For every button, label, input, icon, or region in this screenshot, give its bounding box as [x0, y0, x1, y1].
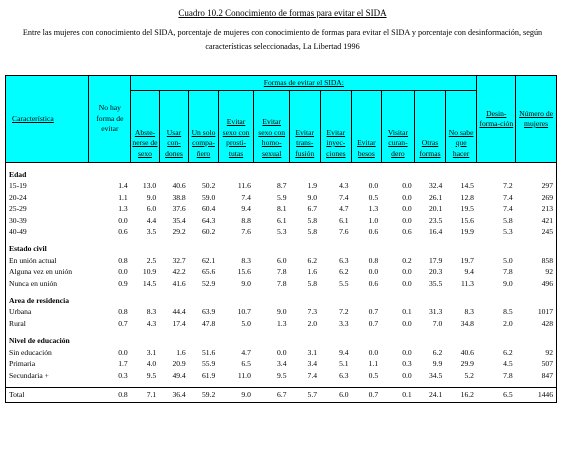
header-no-form: No hay forma de evitar [89, 76, 131, 163]
table-cell: 7.6 [241, 227, 251, 237]
table-cell: 55.9 [201, 359, 216, 369]
table-cell: 16.2 [445, 387, 477, 402]
data-table [5, 75, 557, 403]
table-cell: 0.0 [368, 181, 379, 191]
table-cell: 0.0 [368, 347, 379, 357]
table-row [6, 278, 557, 289]
table-cell: 1.7 [118, 359, 128, 369]
table-cell: 9.0 [277, 307, 287, 317]
table-cell: 0.7 [352, 387, 382, 402]
table-cell: 7.4 [503, 192, 513, 202]
row-label: Sin educación [6, 347, 89, 358]
header-form-col: Visitar curan-dero [381, 91, 415, 163]
section-row [6, 243, 557, 254]
section-row [6, 169, 557, 180]
table-cell: 4.0 [146, 359, 157, 369]
table-cell: 496 [516, 278, 557, 289]
table-cell: 4.3 [339, 181, 349, 191]
table-row [6, 192, 557, 203]
row-label: Primaria [6, 358, 89, 369]
table-cell: 3.5 [146, 227, 157, 237]
table-cell: 507 [516, 358, 557, 369]
table-cell: 13.0 [142, 181, 157, 191]
table-cell: 6.3 [339, 255, 349, 265]
table-cell: 0.5 [368, 370, 379, 380]
table-cell: 8.1 [277, 204, 287, 214]
table-cell: 0.0 [368, 267, 379, 277]
row-label: 40-49 [6, 226, 89, 237]
table-cell: 7.4 [241, 192, 251, 202]
table-cell: 0.8 [118, 255, 128, 265]
table-cell: 50.2 [201, 181, 216, 191]
table-cell: 0.8 [118, 307, 128, 317]
table-cell: 4.7 [339, 204, 349, 214]
table-cell: 64.3 [201, 215, 216, 225]
table-row [6, 347, 557, 358]
header-form-col: No sabe que hacer [445, 91, 477, 163]
table-container [5, 75, 557, 403]
table-cell: 1.0 [368, 215, 379, 225]
table-cell: 7.8 [277, 278, 287, 288]
table-cell: 5.2 [464, 370, 474, 380]
table-cell: 0.9 [118, 278, 128, 288]
table-cell: 7.8 [503, 370, 513, 380]
table-cell: 1.1 [368, 359, 379, 369]
table-row [6, 306, 557, 317]
table-header [6, 76, 557, 163]
table-cell: 20.3 [428, 267, 443, 277]
table-cell: 9.4 [339, 347, 349, 357]
table-cell: 5.5 [339, 278, 349, 288]
table-cell: 6.1 [277, 215, 287, 225]
table-cell: 23.5 [428, 215, 443, 225]
table-cell: 0.0 [277, 347, 287, 357]
section-title: Area de residencia [6, 295, 89, 306]
section-row [6, 295, 557, 306]
table-cell: 9.5 [146, 370, 157, 380]
table-cell: 7.4 [339, 192, 349, 202]
table-cell: 1.4 [118, 181, 128, 191]
table-cell: 1.3 [368, 204, 379, 214]
table-cell: 40.6 [460, 347, 474, 357]
table-cell: 428 [516, 318, 557, 329]
table-cell: 6.1 [339, 215, 349, 225]
table-cell: 0.0 [402, 204, 412, 214]
table-cell: 19.5 [460, 204, 474, 214]
table-cell: 6.5 [241, 359, 251, 369]
table-cell: 10.7 [237, 307, 251, 317]
row-label: Alguna vez en unión [6, 266, 89, 277]
table-cell: 17.9 [428, 255, 443, 265]
table-cell: 10.9 [142, 267, 157, 277]
table-cell: 34.5 [428, 370, 443, 380]
table-cell: 213 [516, 203, 557, 214]
table-cell: 7.0 [432, 318, 443, 328]
table-cell: 65.6 [201, 267, 216, 277]
table-cell: 0.1 [381, 387, 415, 402]
table-cell: 0.0 [402, 347, 412, 357]
table-cell: 15.6 [460, 215, 474, 225]
table-cell: 1.6 [307, 267, 318, 277]
table-cell: 8.3 [146, 307, 157, 317]
table-row [6, 358, 557, 369]
table-cell: 6.7 [254, 387, 290, 402]
table-cell: 0.3 [402, 359, 412, 369]
table-cell: 0.0 [402, 318, 412, 328]
table-cell: 0.0 [402, 278, 412, 288]
table-cell: 3.4 [277, 359, 287, 369]
table-cell: 0.6 [118, 227, 128, 237]
table-cell: 37.6 [172, 204, 186, 214]
table-row [6, 266, 557, 277]
table-cell: 858 [516, 255, 557, 266]
table-cell: 47.8 [201, 318, 216, 328]
table-cell: 9.0 [241, 278, 251, 288]
table-cell: 3.4 [307, 359, 318, 369]
table-cell: 11.6 [237, 181, 251, 191]
header-forms-group: Formas de evitar el SIDA: [131, 76, 477, 91]
table-cell: 6.0 [320, 387, 352, 402]
table-cell: 847 [516, 370, 557, 381]
table-cell: 6.7 [307, 204, 318, 214]
table-cell: 9.0 [503, 278, 513, 288]
table-cell: 9.0 [218, 387, 254, 402]
table-cell: 0.6 [368, 227, 379, 237]
table-cell: 9.0 [146, 192, 157, 202]
table-cell: 9.4 [241, 204, 251, 214]
table-cell: 1.1 [118, 192, 128, 202]
table-cell: 0.0 [118, 267, 128, 277]
table-cell: 92 [516, 347, 557, 358]
table-cell: 1017 [516, 306, 557, 317]
header-form-col: Evitar sexo con prosti-tutas [218, 91, 254, 163]
table-cell: 6.2 [503, 347, 513, 357]
table-cell: 34.8 [460, 318, 474, 328]
table-cell: 3.1 [146, 347, 157, 357]
table-cell: 0.3 [118, 370, 128, 380]
table-cell: 3.1 [307, 347, 318, 357]
table-cell: 9.5 [277, 370, 287, 380]
table-cell: 1446 [516, 387, 557, 402]
table-cell: 8.5 [503, 307, 513, 317]
table-cell: 0.7 [368, 318, 379, 328]
table-cell: 6.2 [339, 267, 349, 277]
table-cell: 52.9 [201, 278, 216, 288]
table-cell: 2.0 [307, 318, 318, 328]
table-cell: 59.0 [201, 192, 216, 202]
table-cell: 60.4 [201, 204, 216, 214]
header-desinformacion: Desin-forma-ción [477, 76, 516, 163]
table-cell: 6.5 [477, 387, 516, 402]
table-row [6, 255, 557, 266]
header-form-col: Evitar besos [352, 91, 382, 163]
row-label: Nunca en unión [6, 278, 89, 289]
table-cell: 51.6 [201, 347, 216, 357]
header-characteristic: Característica [6, 76, 89, 163]
table-row [6, 203, 557, 214]
table-cell: 0.0 [402, 181, 412, 191]
table-cell: 92 [516, 266, 557, 277]
table-cell: 0.0 [118, 215, 128, 225]
table-cell: 421 [516, 215, 557, 226]
table-cell: 1.6 [176, 347, 186, 357]
table-cell: 297 [516, 180, 557, 191]
header-form-col: Evitar sexo con homo-sexual [254, 91, 290, 163]
section-row [6, 335, 557, 346]
header-numero-mujeres: Número de mujeres [516, 76, 557, 163]
table-row [6, 370, 557, 381]
table-row [6, 215, 557, 226]
table-cell: 5.7 [290, 387, 321, 402]
table-cell: 14.5 [142, 278, 157, 288]
table-cell: 1.3 [118, 204, 128, 214]
table-cell: 38.8 [172, 192, 186, 202]
section-title: Nivel de educación [6, 335, 89, 346]
table-cell: 14.5 [460, 181, 474, 191]
table-cell: 61.9 [201, 370, 216, 380]
table-cell: 5.8 [503, 215, 513, 225]
table-cell: 0.8 [368, 255, 379, 265]
table-cell: 5.1 [339, 359, 349, 369]
table-cell: 24.1 [415, 387, 446, 402]
table-cell: 6.2 [432, 347, 443, 357]
row-label: 25-29 [6, 203, 89, 214]
table-cell: 49.4 [172, 370, 186, 380]
section-title: Estado civil [6, 243, 89, 254]
table-cell: 0.6 [402, 227, 412, 237]
table-cell: 7.8 [503, 267, 513, 277]
table-row [6, 318, 557, 329]
table-cell: 5.3 [503, 227, 513, 237]
table-cell: 5.8 [307, 278, 318, 288]
table-cell: 7.4 [503, 204, 513, 214]
table-cell: 7.6 [339, 227, 349, 237]
table-cell: 9.9 [432, 359, 443, 369]
row-label: Urbana [6, 306, 89, 317]
table-cell: 29.9 [460, 359, 474, 369]
table-row [6, 226, 557, 237]
table-cell: 8.3 [241, 255, 251, 265]
table-cell: 40.6 [172, 181, 186, 191]
table-cell: 7.8 [277, 267, 287, 277]
table-cell: 5.9 [277, 192, 287, 202]
table-cell: 2.5 [146, 255, 157, 265]
table-cell: 1.9 [307, 181, 318, 191]
table-cell: 35.5 [428, 278, 443, 288]
table-cell: 0.6 [368, 278, 379, 288]
row-label: 20-24 [6, 192, 89, 203]
table-cell: 8.8 [241, 215, 251, 225]
table-cell: 5.0 [503, 255, 513, 265]
table-cell: 41.6 [172, 278, 186, 288]
table-cell: 0.0 [402, 370, 412, 380]
table-cell: 32.7 [172, 255, 186, 265]
header-form-col: Usar con-dones [159, 91, 189, 163]
table-cell: 63.9 [201, 307, 216, 317]
section-title: Edad [6, 169, 89, 180]
table-cell: 6.0 [146, 204, 157, 214]
table-cell: 7.3 [307, 307, 318, 317]
table-cell: 16.4 [428, 227, 443, 237]
table-cell: 29.2 [172, 227, 186, 237]
table-row [6, 180, 557, 191]
table-cell: 19.9 [460, 227, 474, 237]
table-cell: 17.4 [172, 318, 186, 328]
table-cell: 20.1 [428, 204, 443, 214]
table-row [6, 387, 557, 402]
header-form-col: Evitar trans-fusión [290, 91, 321, 163]
table-cell: 42.2 [172, 267, 186, 277]
table-cell: 0.7 [118, 318, 128, 328]
table-cell: 5.8 [307, 227, 318, 237]
table-cell: 5.3 [277, 227, 287, 237]
table-cell: 0.0 [402, 267, 412, 277]
table-cell: 1.3 [277, 318, 287, 328]
table-cell: 35.4 [172, 215, 186, 225]
table-cell: 7.2 [339, 307, 349, 317]
table-cell: 4.4 [146, 215, 157, 225]
table-cell: 4.7 [241, 347, 251, 357]
table-cell: 7.2 [503, 181, 513, 191]
header-form-col: Abste-nerse de sexo [131, 91, 160, 163]
table-cell: 0.0 [402, 192, 412, 202]
table-cell: 32.4 [428, 181, 443, 191]
table-cell: 8.3 [464, 307, 474, 317]
table-cell: 6.3 [339, 370, 349, 380]
table-cell: 7.4 [307, 370, 318, 380]
table-cell: 12.8 [460, 192, 474, 202]
table-cell: 0.8 [89, 387, 131, 402]
table-cell: 0.1 [402, 307, 412, 317]
table-cell: 9.4 [464, 267, 474, 277]
table-subtitle: Entre las mujeres con conocimiento del SIDA, porcentaje de mujeres con conocimiento de formas para evitar el SIDA y porcentaje con desinformación, según características seleccionadas, La Libertad 1996 [22, 28, 543, 51]
table-body [6, 163, 557, 403]
table-cell: 0.7 [368, 307, 379, 317]
table-cell: 7.1 [131, 387, 160, 402]
table-cell: 245 [516, 226, 557, 237]
table-cell: 0.2 [402, 255, 412, 265]
table-cell: 59.2 [189, 387, 219, 402]
table-cell: 60.2 [201, 227, 216, 237]
table-cell: 6.0 [277, 255, 287, 265]
table-cell: 20.9 [172, 359, 186, 369]
table-cell: 0.0 [118, 347, 128, 357]
table-cell: 8.7 [277, 181, 287, 191]
table-cell: 36.4 [159, 387, 189, 402]
row-label: 15-19 [6, 180, 89, 191]
table-cell: 269 [516, 192, 557, 203]
table-cell: 0.0 [402, 215, 412, 225]
header-form-col: Un solo compa-ñero [189, 91, 219, 163]
table-cell: 11.3 [460, 278, 474, 288]
table-cell: 31.3 [428, 307, 443, 317]
table-cell: 19.7 [460, 255, 474, 265]
table-cell: 6.2 [307, 255, 318, 265]
table-cell: 11.0 [237, 370, 251, 380]
table-cell: 4.3 [146, 318, 157, 328]
table-cell: 15.6 [237, 267, 251, 277]
table-cell: 26.1 [428, 192, 443, 202]
header-form-col: Otras formas [415, 91, 446, 163]
row-label: 30-39 [6, 215, 89, 226]
table-cell: 4.5 [503, 359, 513, 369]
table-cell: 5.0 [241, 318, 251, 328]
table-cell: 5.8 [307, 215, 318, 225]
row-label: Secundaria + [6, 370, 89, 381]
header-form-col: Evitar inyec-ciones [320, 91, 352, 163]
row-label: Rural [6, 318, 89, 329]
row-label: Total [6, 387, 89, 402]
table-cell: 3.3 [339, 318, 349, 328]
table-cell: 9.0 [307, 192, 318, 202]
row-label: En unión actual [6, 255, 89, 266]
table-cell: 62.1 [201, 255, 216, 265]
table-cell: 2.0 [503, 318, 513, 328]
table-cell: 44.4 [172, 307, 186, 317]
table-title: Cuadro 10.2 Conocimiento de formas para evitar el SIDA [178, 8, 387, 18]
table-cell: 0.5 [368, 192, 379, 202]
